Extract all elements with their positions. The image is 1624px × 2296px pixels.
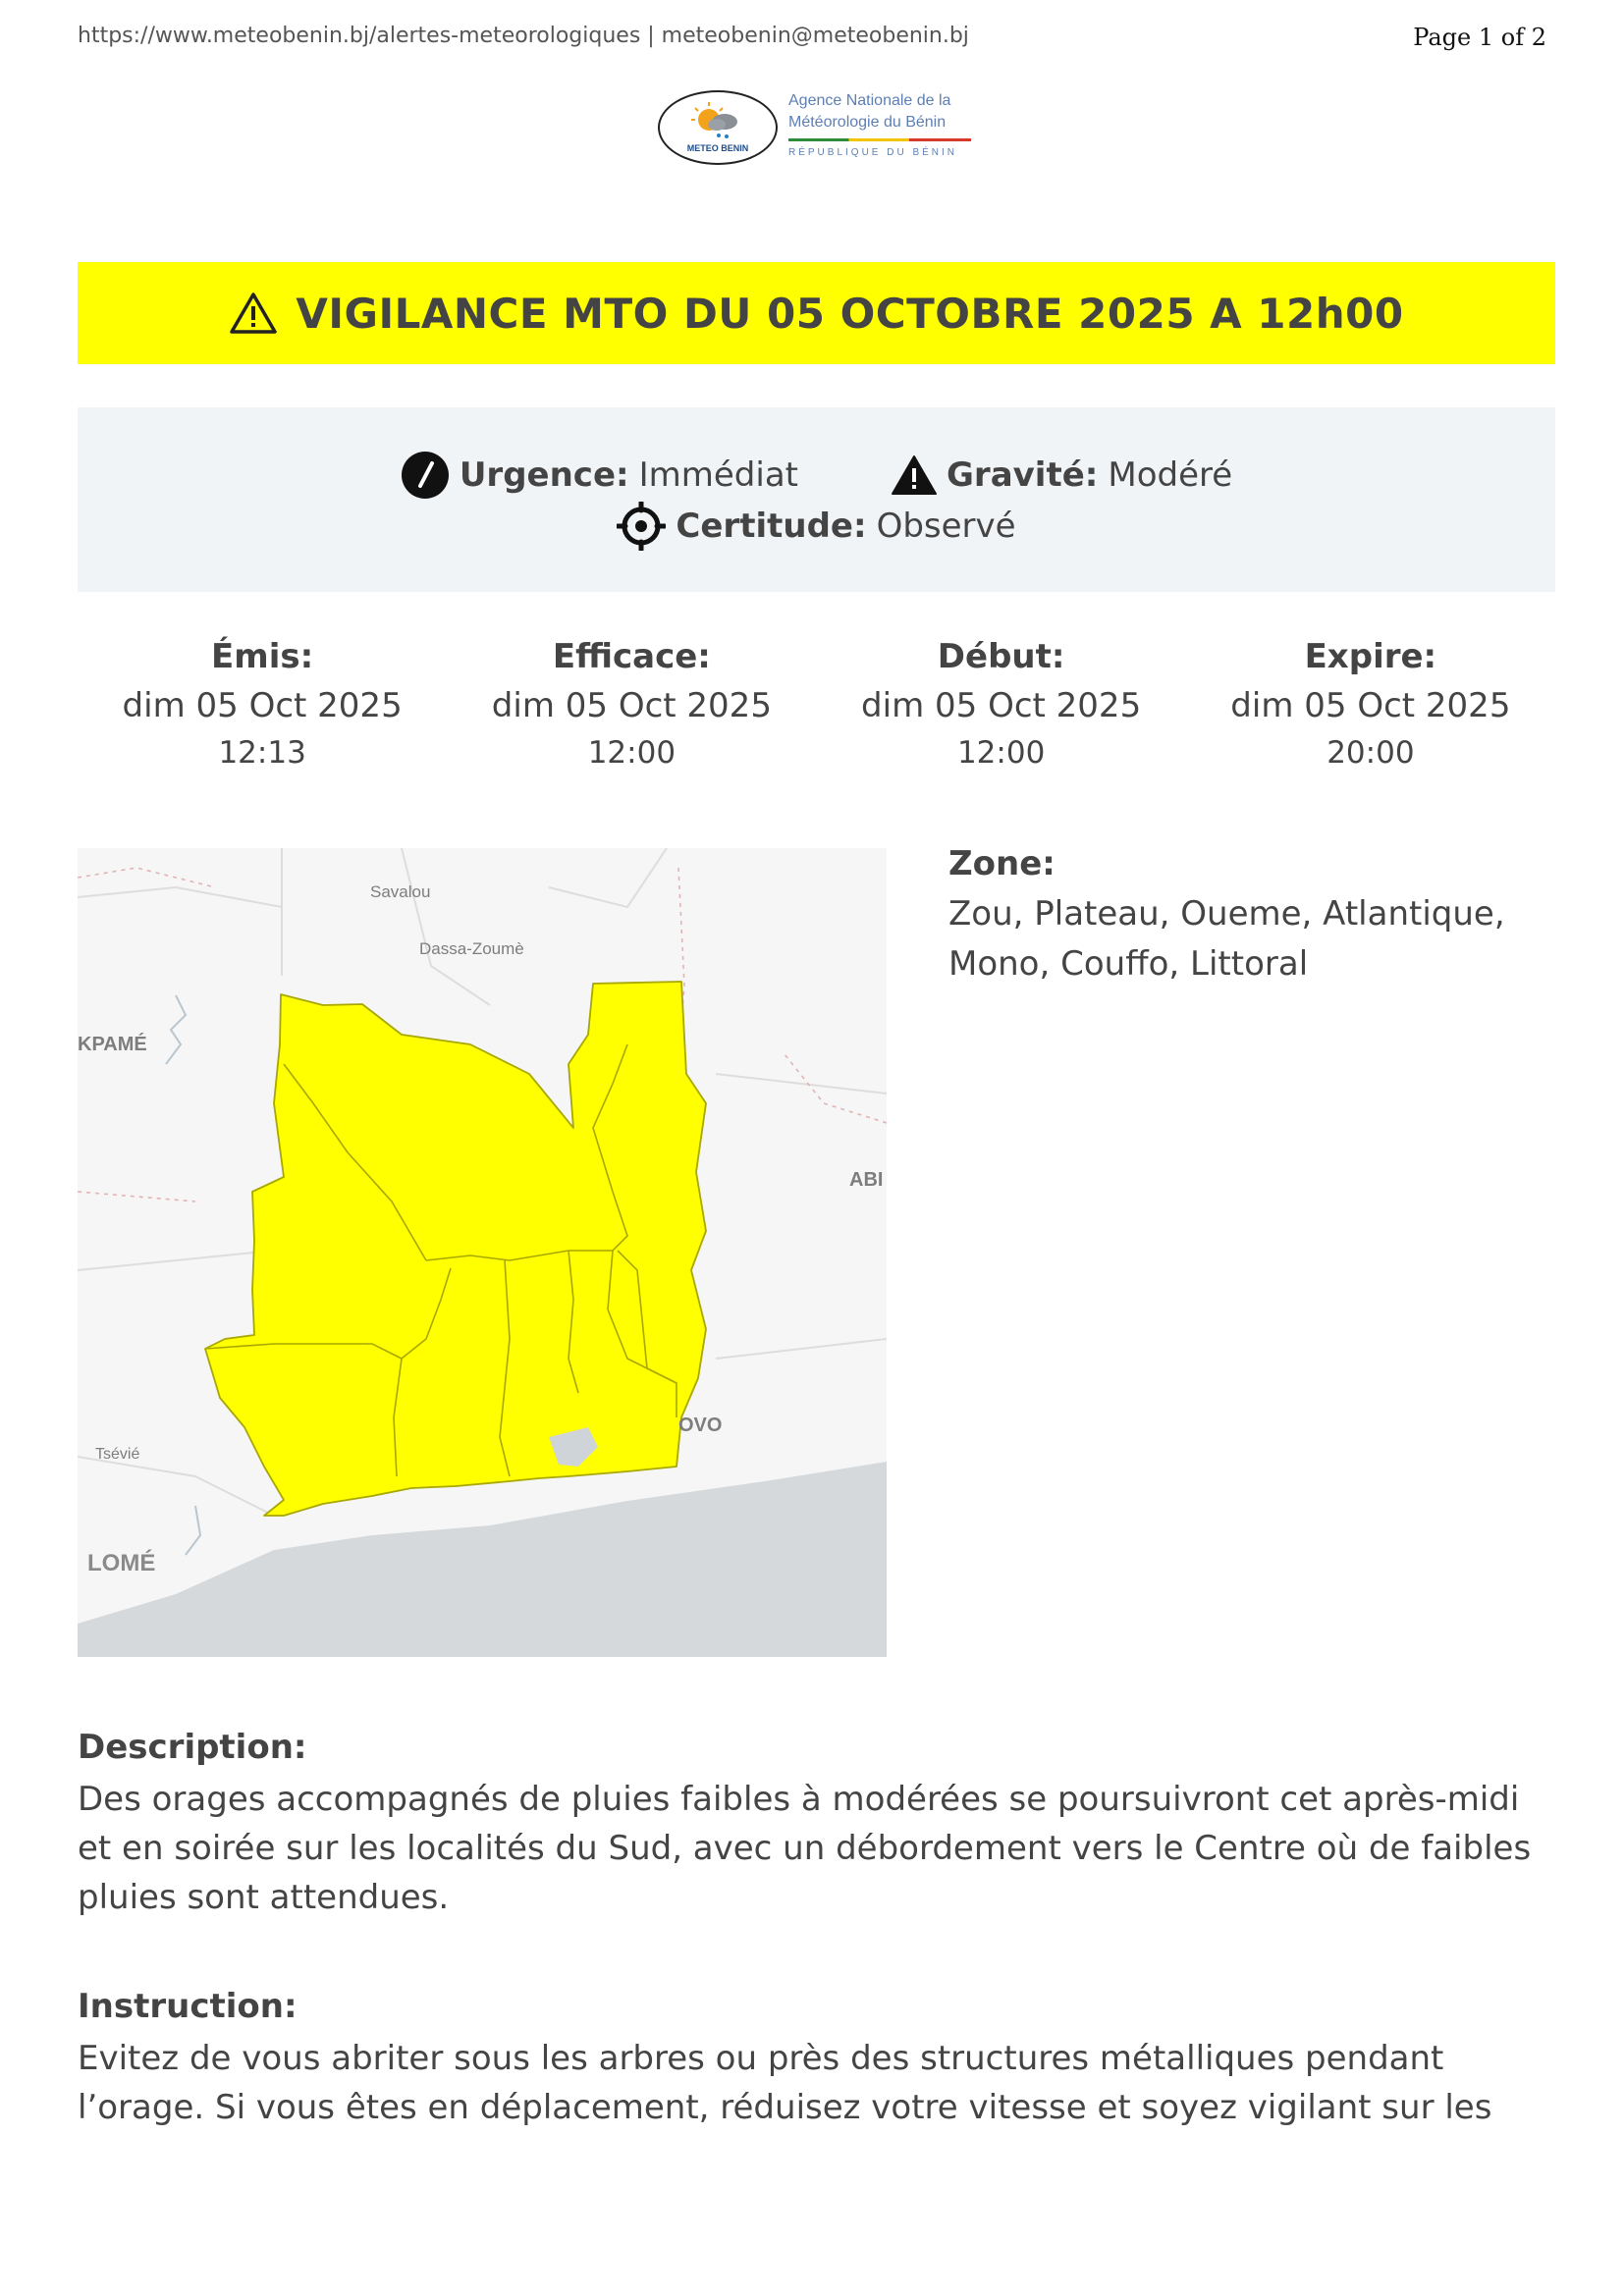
certainty-label: Certitude:	[676, 507, 867, 546]
date-effective	[447, 633, 816, 774]
svg-text:Tsévié: Tsévié	[95, 1446, 140, 1463]
urgency-value: Immédiat	[638, 455, 799, 495]
urgency-label: Urgence:	[459, 455, 629, 495]
svg-text:LOMÉ: LOMÉ	[87, 1550, 156, 1576]
header-url-contact: https://www.meteobenin.bj/alertes-meteorologiques | meteobenin@meteobenin.bj	[78, 24, 969, 48]
gauge-icon	[401, 451, 450, 500]
page-number: Page 1 of 2	[1413, 24, 1546, 51]
alert-banner	[78, 262, 1555, 364]
date-time: 12:00	[587, 735, 677, 771]
highlighted-zone-area	[205, 982, 706, 1516]
instruction-label: Instruction:	[78, 1987, 298, 2026]
date-day: dim 05 Oct 2025	[122, 686, 403, 725]
date-issued	[78, 633, 447, 774]
logo-emblem-text: METEO BENIN	[686, 143, 749, 153]
severity-item	[892, 454, 1232, 496]
map-canvas	[78, 848, 887, 1657]
date-time: 12:13	[218, 735, 306, 771]
agency-name-line2: Météorologie du Bénin	[788, 114, 947, 131]
certainty-item	[617, 502, 1015, 551]
date-time: 20:00	[1326, 735, 1415, 771]
zone-label: Zone:	[948, 844, 1056, 883]
certainty-value: Observé	[876, 507, 1016, 546]
date-label: Efficace:	[552, 637, 711, 676]
severity-label: Gravité:	[947, 455, 1099, 495]
flag-color-bar	[788, 138, 971, 141]
agency-name-line1: Agence Nationale de la	[788, 92, 951, 109]
date-day: dim 05 Oct 2025	[491, 686, 772, 725]
date-time: 12:00	[956, 735, 1046, 771]
urgency-item	[401, 451, 798, 500]
alert-dates	[78, 633, 1555, 774]
republic-name: RÉPUBLIQUE DU BÉNIN	[788, 147, 958, 158]
date-label: Début:	[937, 637, 1065, 676]
date-expires	[1186, 633, 1555, 774]
date-label: Expire:	[1304, 637, 1437, 676]
description-label: Description:	[78, 1728, 307, 1767]
svg-text:Savalou: Savalou	[370, 882, 431, 901]
date-day: dim 05 Oct 2025	[861, 686, 1142, 725]
logo-emblem	[658, 90, 778, 165]
warning-icon	[892, 454, 937, 496]
zone-value: Zou, Plateau, Oueme, Atlantique, Mono, Couffo, Littoral	[948, 894, 1505, 984]
crosshair-icon	[617, 502, 666, 551]
svg-text:Dassa-Zoumè: Dassa-Zoumè	[419, 939, 524, 958]
warning-outline-icon	[229, 292, 278, 335]
alert-zone-map[interactable]	[78, 848, 887, 1657]
date-label: Émis:	[211, 637, 314, 676]
svg-text:ABI: ABI	[849, 1169, 884, 1191]
date-day: dim 05 Oct 2025	[1230, 686, 1511, 725]
meteo-benin-logo	[658, 86, 982, 171]
severity-value: Modéré	[1108, 455, 1233, 495]
alert-meta-box	[78, 407, 1555, 592]
instruction-text: Evitez de vous abriter sous les arbres ou près des structures métalliques pendant l’orage. Si vous êtes en déplacement, réduisez votre vitesse et soyez vigilant sur les	[78, 2039, 1492, 2127]
svg-text:KPAMÉ: KPAMÉ	[78, 1034, 147, 1055]
date-onset	[817, 633, 1186, 774]
svg-text:OVO: OVO	[678, 1415, 723, 1436]
alert-title: VIGILANCE MTO DU 05 OCTOBRE 2025 A 12h00	[296, 289, 1404, 338]
description-text: Des orages accompagnés de pluies faibles à modérées se poursuivront cet après-midi et en soirée sur les localités du Sud, avec un débordement vers le Centre où de faibles pluies sont attendues.	[78, 1780, 1532, 1917]
